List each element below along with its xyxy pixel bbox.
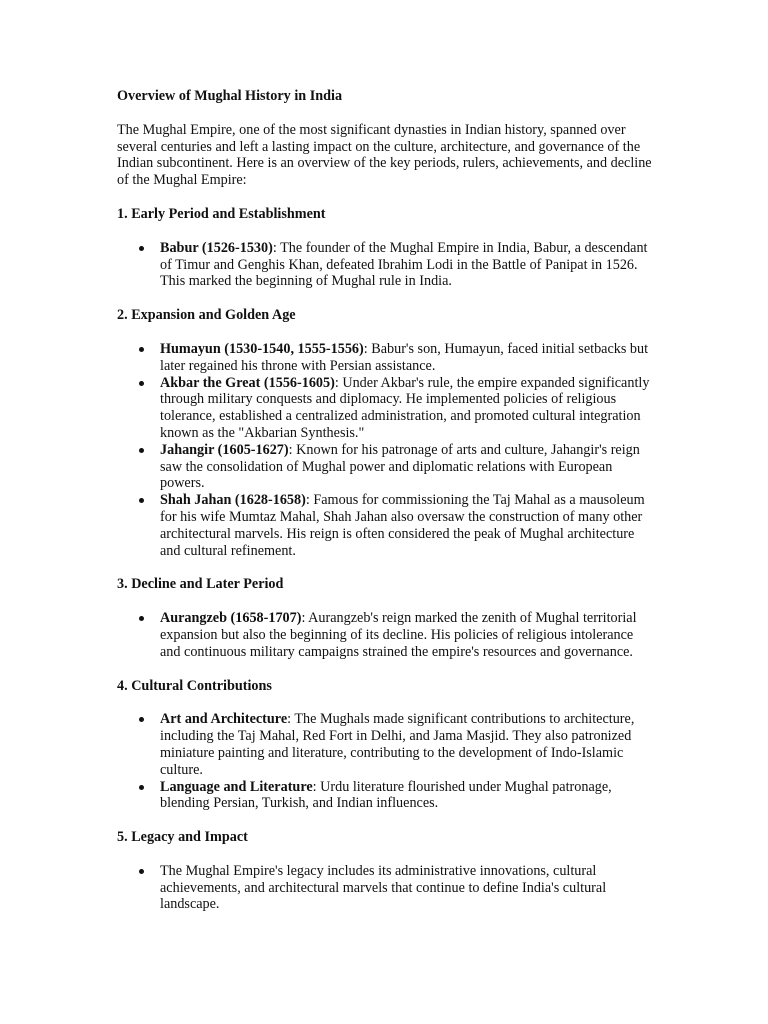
bullet-list: [117, 863, 657, 913]
bullet-icon: [139, 381, 144, 386]
document-body: [117, 88, 657, 913]
bullet-icon: [139, 785, 144, 790]
list-item: [117, 863, 657, 913]
bullet-list: [117, 240, 657, 290]
bullet-icon: [139, 448, 144, 453]
bullet-icon: [139, 498, 144, 503]
bullet-list: [117, 341, 657, 559]
item-term: Akbar the Great (1556-1605): [160, 374, 335, 391]
item-term: Babur (1526-1530): [160, 239, 273, 256]
item-term: Shah Jahan (1628-1658): [160, 492, 306, 509]
item-term: Humayun (1530-1540, 1555-1556): [160, 340, 364, 357]
list-item: [117, 375, 657, 442]
list-item: [117, 492, 657, 559]
item-text: : Famous for commissioning the Taj Mahal as a mausoleum for his wife Mumtaz Mahal, Shah Jahan also oversaw the construction of many other architectural marvels. His reign is often considered the peak of Mughal architecture and cultural refinement.: [160, 492, 645, 559]
bullet-icon: [139, 246, 144, 251]
list-item: [117, 711, 657, 778]
section-heading: 3. Decline and Later Period: [117, 576, 284, 593]
list-item: [117, 240, 657, 290]
item-text: : Under Akbar's rule, the empire expanded significantly through military conquests and diplomacy. He implemented policies of religious tolerance, established a centralized administration, and promoted cultural integration known as the "Akbarian Synthesis.": [160, 374, 650, 441]
bullet-icon: [139, 717, 144, 722]
bullet-icon: [139, 347, 144, 352]
item-text: : The Mughals made significant contributions to architecture, including the Taj Mahal, Red Fort in Delhi, and Jama Masjid. They also patronized miniature painting and literature, contributing to the development of Indo-Islamic culture.: [160, 711, 635, 778]
section-heading: 2. Expansion and Golden Age: [117, 307, 296, 324]
intro-paragraph: The Mughal Empire, one of the most significant dynasties in Indian history, spanned over several centuries and left a lasting impact on the culture, architecture, and governance of the Indian subcontinent. Here is an overview of the key periods, rulers, achievements, and decline of the Mughal Empire:: [117, 121, 652, 189]
item-term: Aurangzeb (1658-1707): [160, 610, 302, 627]
bullet-icon: [139, 616, 144, 621]
item-term: Language and Literature: [160, 778, 313, 795]
bullet-list: [117, 610, 657, 660]
list-item: [117, 610, 657, 660]
section-heading: 1. Early Period and Establishment: [117, 205, 326, 222]
bullet-icon: [139, 869, 144, 874]
item-term: Art and Architecture: [160, 711, 288, 728]
item-text: The Mughal Empire's legacy includes its administrative innovations, cultural achievements, and architectural marvels that continue to define India's cultural landscape.: [160, 862, 607, 913]
section-heading: 4. Cultural Contributions: [117, 677, 272, 694]
item-text: : Aurangzeb's reign marked the zenith of Mughal territorial expansion but also the beginning of its decline. His policies of religious intolerance and continuous military campaigns strained the empire's resources and governance.: [160, 610, 637, 660]
list-item: [117, 779, 657, 813]
list-item: [117, 341, 657, 375]
bullet-list: [117, 711, 657, 812]
item-term: Jahangir (1605-1627): [160, 441, 289, 458]
list-item: [117, 442, 657, 492]
document-title: Overview of Mughal History in India: [117, 88, 343, 104]
item-text: : Babur's son, Humayun, faced initial setbacks but later regained his throne with Persian assistance.: [160, 340, 649, 374]
item-text: : Urdu literature flourished under Mughal patronage, blending Persian, Turkish, and Indian influences.: [160, 778, 612, 812]
item-text: : Known for his patronage of arts and culture, Jahangir's reign saw the consolidation of Mughal power and diplomatic relations with European powers.: [160, 441, 640, 492]
section-heading: 5. Legacy and Impact: [117, 829, 248, 846]
item-text: : The founder of the Mughal Empire in India, Babur, a descendant of Timur and Genghis Khan, defeated Ibrahim Lodi in the Battle of Panipat in 1526. This marked the beginning of Mughal rule in India.: [160, 239, 648, 290]
